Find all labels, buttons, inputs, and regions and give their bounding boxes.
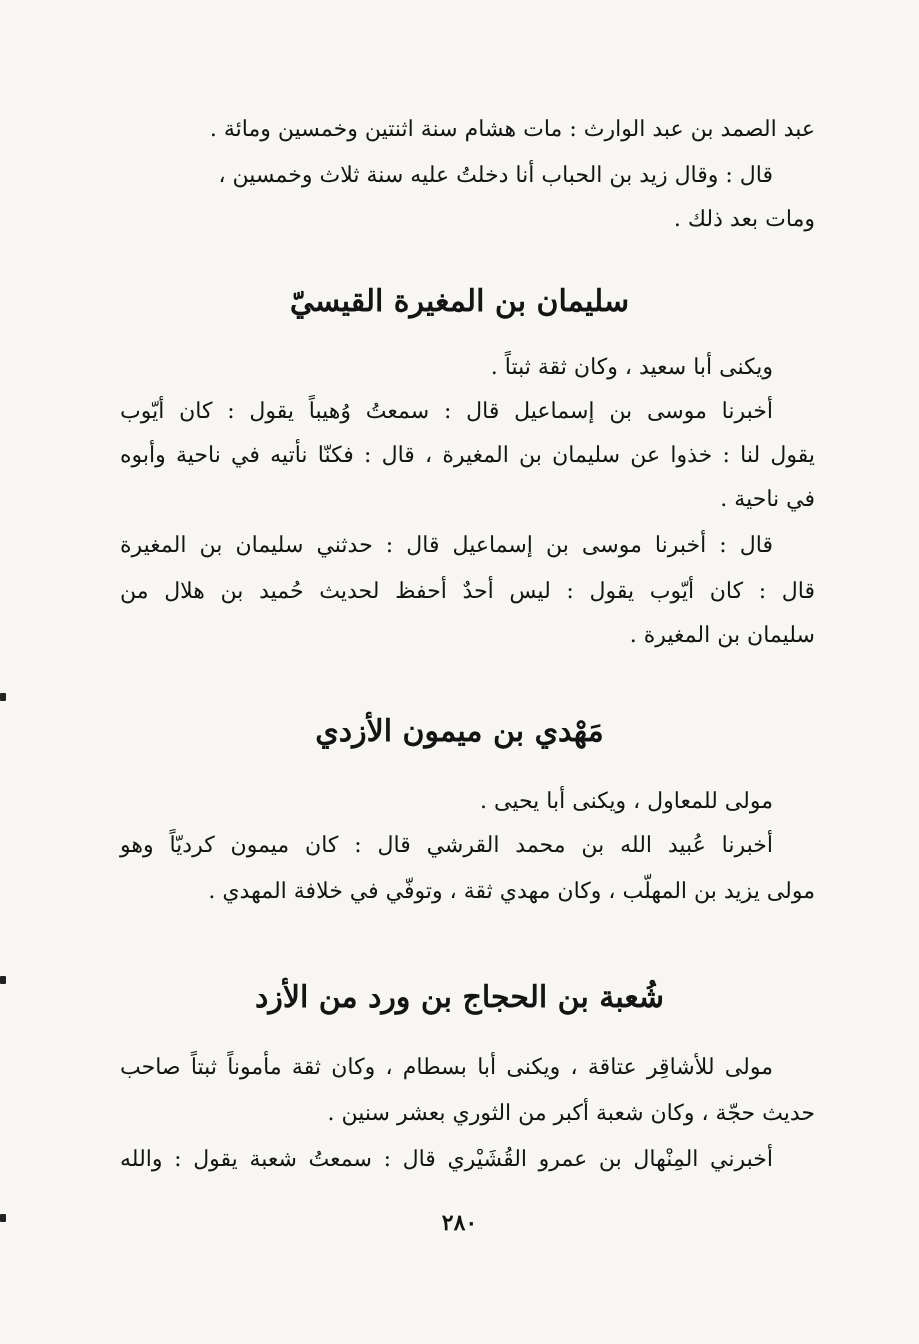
section-heading: سليمان بن المغيرة القيسيّ xyxy=(289,284,630,319)
text-line: أخبرني المِنْهال بن عمرو القُشَيْري قال : سمعتُ شعبة يقول : والله xyxy=(120,1147,773,1172)
text-line: ويكنى أبا سعيد ، وكان ثقة ثبتاً . xyxy=(490,355,773,380)
text-line: ومات بعد ذلك . xyxy=(673,207,815,232)
text-line: مولى يزيد بن المهلّب ، وكان مهدي ثقة ، وتوفّي في خلافة المهدي . xyxy=(208,879,815,904)
text-line: مولى للأشاقِر عتاقة ، ويكنى أبا بسطام ، وكان ثقة مأموناً ثبتاً صاحب xyxy=(120,1055,773,1080)
text-line: عبد الصمد بن عبد الوارث : مات هشام سنة اثنتين وخمسين ومائة . xyxy=(209,117,815,142)
text-line: قال : كان أيّوب يقول : ليس أحدٌ أحفظ لحديث حُميد بن هلال من xyxy=(120,579,815,604)
section-heading: مَهْدي بن ميمون الأزدي xyxy=(315,714,604,749)
text-line: مولى للمعاول ، ويكنى أبا يحيى . xyxy=(480,789,773,814)
text-line: أخبرنا عُبيد الله بن محمد القرشي قال : كان ميمون كرديّاً وهو xyxy=(120,833,774,858)
edge-mark xyxy=(0,693,6,701)
page-number: ٢٨٠ xyxy=(441,1210,478,1236)
text-line: سليمان بن المغيرة . xyxy=(629,623,815,648)
text-line: قال : وقال زيد بن الحباب أنا دخلتُ عليه سنة ثلاث وخمسين ، xyxy=(218,163,773,188)
text-line: أخبرنا موسى بن إسماعيل قال : سمعتُ وُهيباً يقول : كان أيّوب xyxy=(120,399,773,424)
text-line: حديث حجّة ، وكان شعبة أكبر من الثوري بعشر سنين . xyxy=(327,1101,815,1126)
section-heading: شُعبة بن الحجاج بن ورد من الأزد xyxy=(254,980,665,1015)
text-line: يقول لنا : خذوا عن سليمان بن المغيرة ، قال : فكنّا نأتيه في ناحية وأبوه xyxy=(120,443,815,468)
text-line: في ناحية . xyxy=(720,487,815,512)
text-line: قال : أخبرنا موسى بن إسماعيل قال : حدثني سليمان بن المغيرة xyxy=(120,533,773,558)
